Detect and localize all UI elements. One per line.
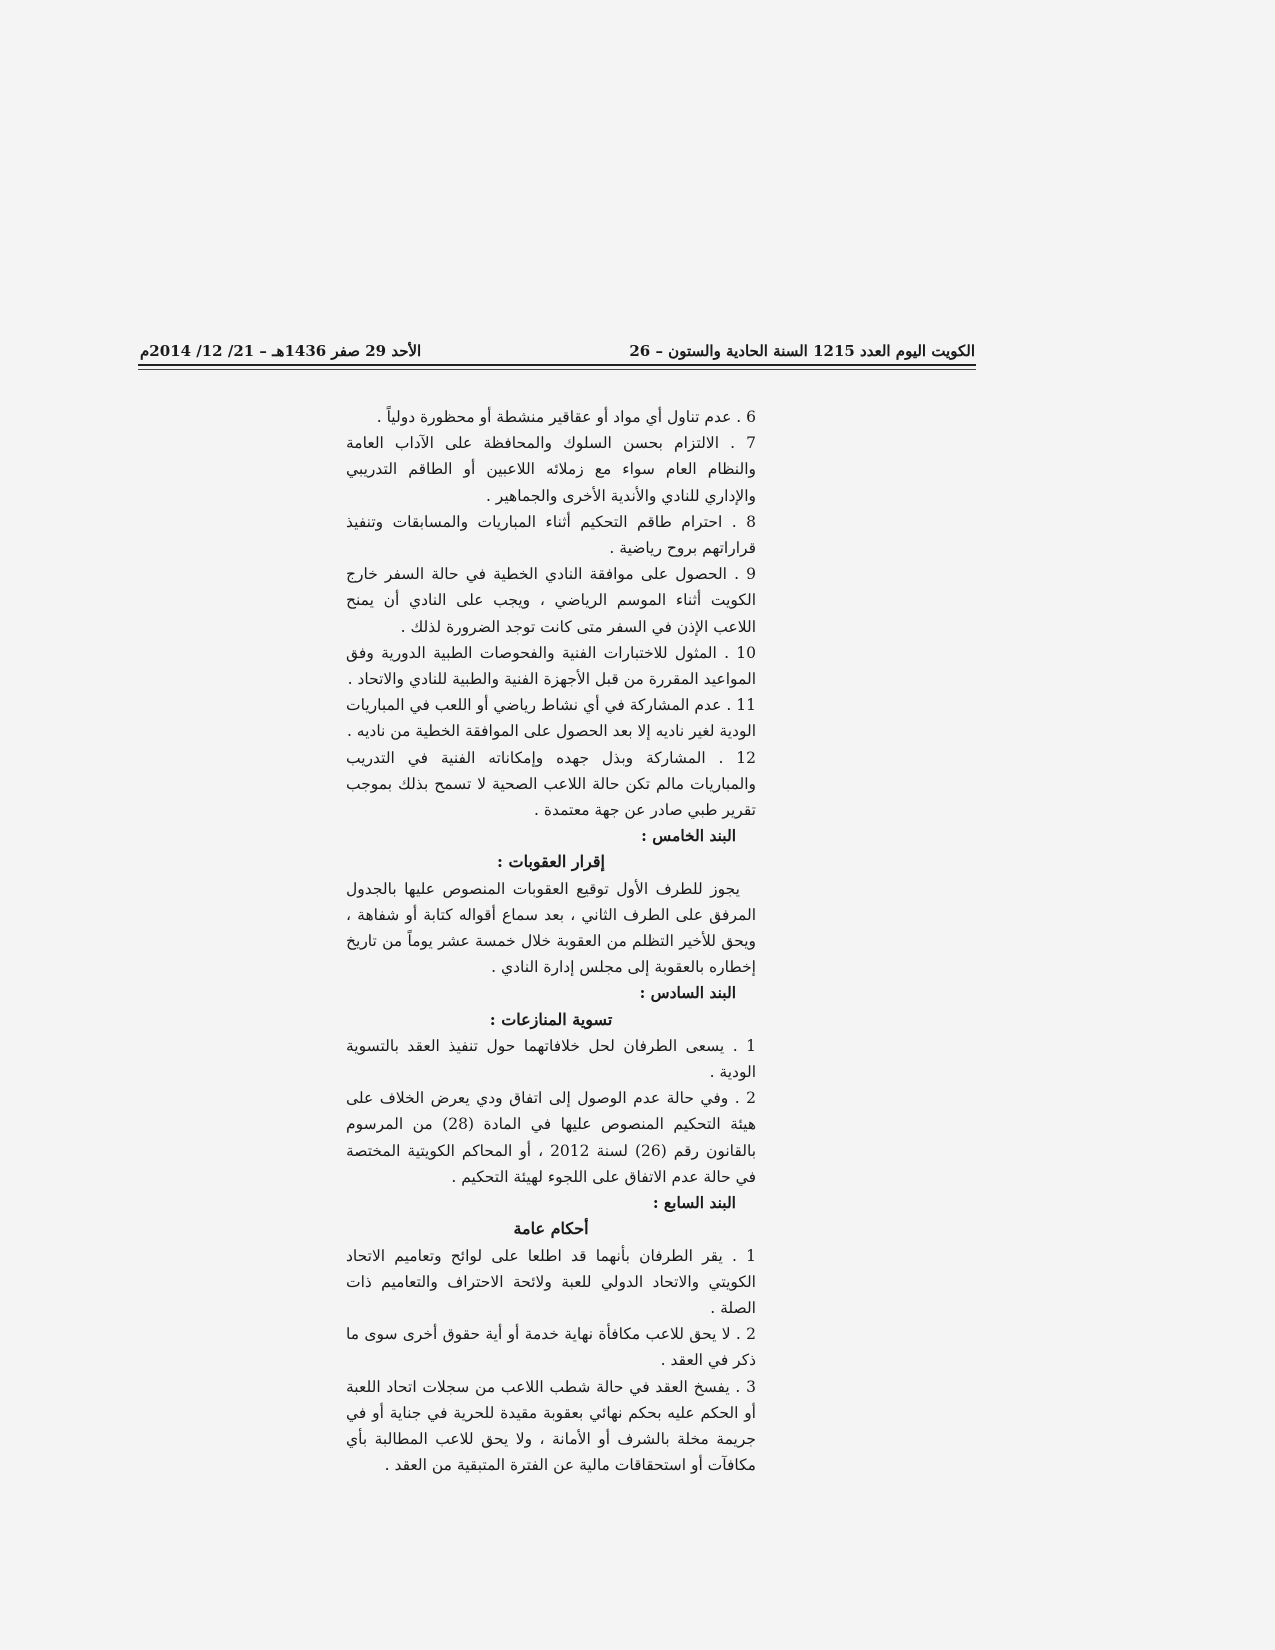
list-item-8: 8 . احترام طاقم التحكيم أثناء المباريات والمسابقات وتنفيذ قراراتهم بروح رياضية . xyxy=(346,512,756,558)
list-item-12: 12 . المشاركة وبذل جهده وإمكاناته الفنية في التدريب والمباريات مالم تكن حالة اللاعب الصحية لا تسمح بذلك بموجب تقرير طبي صادر عن جهة معتمدة . xyxy=(346,748,756,820)
clause-6-item-1: 1 . يسعى الطرفان لحل خلافاتهما حول تنفيذ العقد بالتسوية الودية . xyxy=(346,1036,756,1082)
list-item-10: 10 . المثول للاختبارات الفنية والفحوصات الطبية الدورية وفق المواعيد المقررة من قبل الأجهزة الفنية والطبية للنادي والاتحاد . xyxy=(346,643,756,689)
header-divider xyxy=(138,364,976,366)
clause-6-heading: تسوية المنازعات : xyxy=(489,1009,613,1029)
clause-7-heading: أحكام عامة xyxy=(513,1219,589,1239)
clause-7-item-2: 2 . لا يحق للاعب مكافأة نهاية خدمة أو أية حقوق أخرى سوى ما ذكر في العقد . xyxy=(346,1325,756,1370)
clause-7-item-1: 1 . يقر الطرفان بأنهما قد اطلعا على لوائح وتعاميم الاتحاد الكويتي والاتحاد الدولي للعبة ولائحة الاحتراف والتعاميم ذات الصلة . xyxy=(346,1246,756,1317)
list-item-6: 6 . عدم تناول أي مواد أو عقاقير منشطة أو محظورة دولياً . xyxy=(376,408,756,426)
clause-5-title: البند الخامس : xyxy=(641,826,736,846)
clause-5-heading: إقرار العقوبات : xyxy=(497,852,605,872)
clause-7-item-3: 3 . يفسخ العقد في حالة شطب اللاعب من سجلات اتحاد اللعبة أو الحكم عليه بحكم نهائي بعقوبة مقيدة للحرية في جناية أو في جريمة مخلة بالشرف أو الأمانة ، ولا يحق للاعب المطالبة بأي مكافآت أو استحقاقات مالية عن الفترة المتبقية من العقد . xyxy=(346,1377,756,1475)
clause-6-item-2: 2 . وفي حالة عدم الوصول إلى اتفاق ودي يعرض الخلاف على هيئة التحكيم المنصوص عليها في المادة (28) من المرسوم بالقانون رقم (26) لسنة 2012 ، أو المحاكم الكويتية المختصة في حالة عدم الاتفاق على اللجوء لهيئة التحكيم . xyxy=(346,1089,757,1186)
document-body xyxy=(346,404,756,1478)
clause-5-paragraph: يجوز للطرف الأول توقيع العقوبات المنصوص عليها بالجدول المرفق على الطرف الثاني ، بعد سماع أقواله كتابة أو شفاهة ، ويحق للأخير التظلم من العقوبة خلال خمسة عشر يوماً من تاريخ إخطاره بالعقوبة إلى مجلس إدارة النادي . xyxy=(346,879,756,977)
header-divider-thin xyxy=(138,369,976,370)
gazette-title: الكويت اليوم العدد 1215 السنة الحادية والستون – 26 xyxy=(629,342,975,360)
clause-6-title: البند السادس : xyxy=(639,983,736,1003)
list-item-9: 9 . الحصول على موافقة النادي الخطية في حالة السفر خارج الكويت أثناء الموسم الرياضي ، ويجب على النادي أن يمنح اللاعب الإذن في السفر متى كانت توجد الضرورة لذلك . xyxy=(346,565,756,636)
list-item-11: 11 . عدم المشاركة في أي نشاط رياضي أو اللعب في المباريات الودية لغير ناديه إلا بعد الحصول على الموافقة الخطية من ناديه . xyxy=(346,696,756,741)
issue-date: الأحد 29 صفر 1436هـ – 21/ 12/ 2014م xyxy=(140,342,422,360)
list-item-7: 7 . الالتزام بحسن السلوك والمحافظة على الآداب العامة والنظام العام سواء مع زملائه اللاعبين أو الطاقم التدريبي والإداري للنادي والأندية الأخرى والجماهير . xyxy=(346,434,756,505)
clause-7-title: البند السابع : xyxy=(652,1193,736,1213)
page-header xyxy=(140,336,975,366)
